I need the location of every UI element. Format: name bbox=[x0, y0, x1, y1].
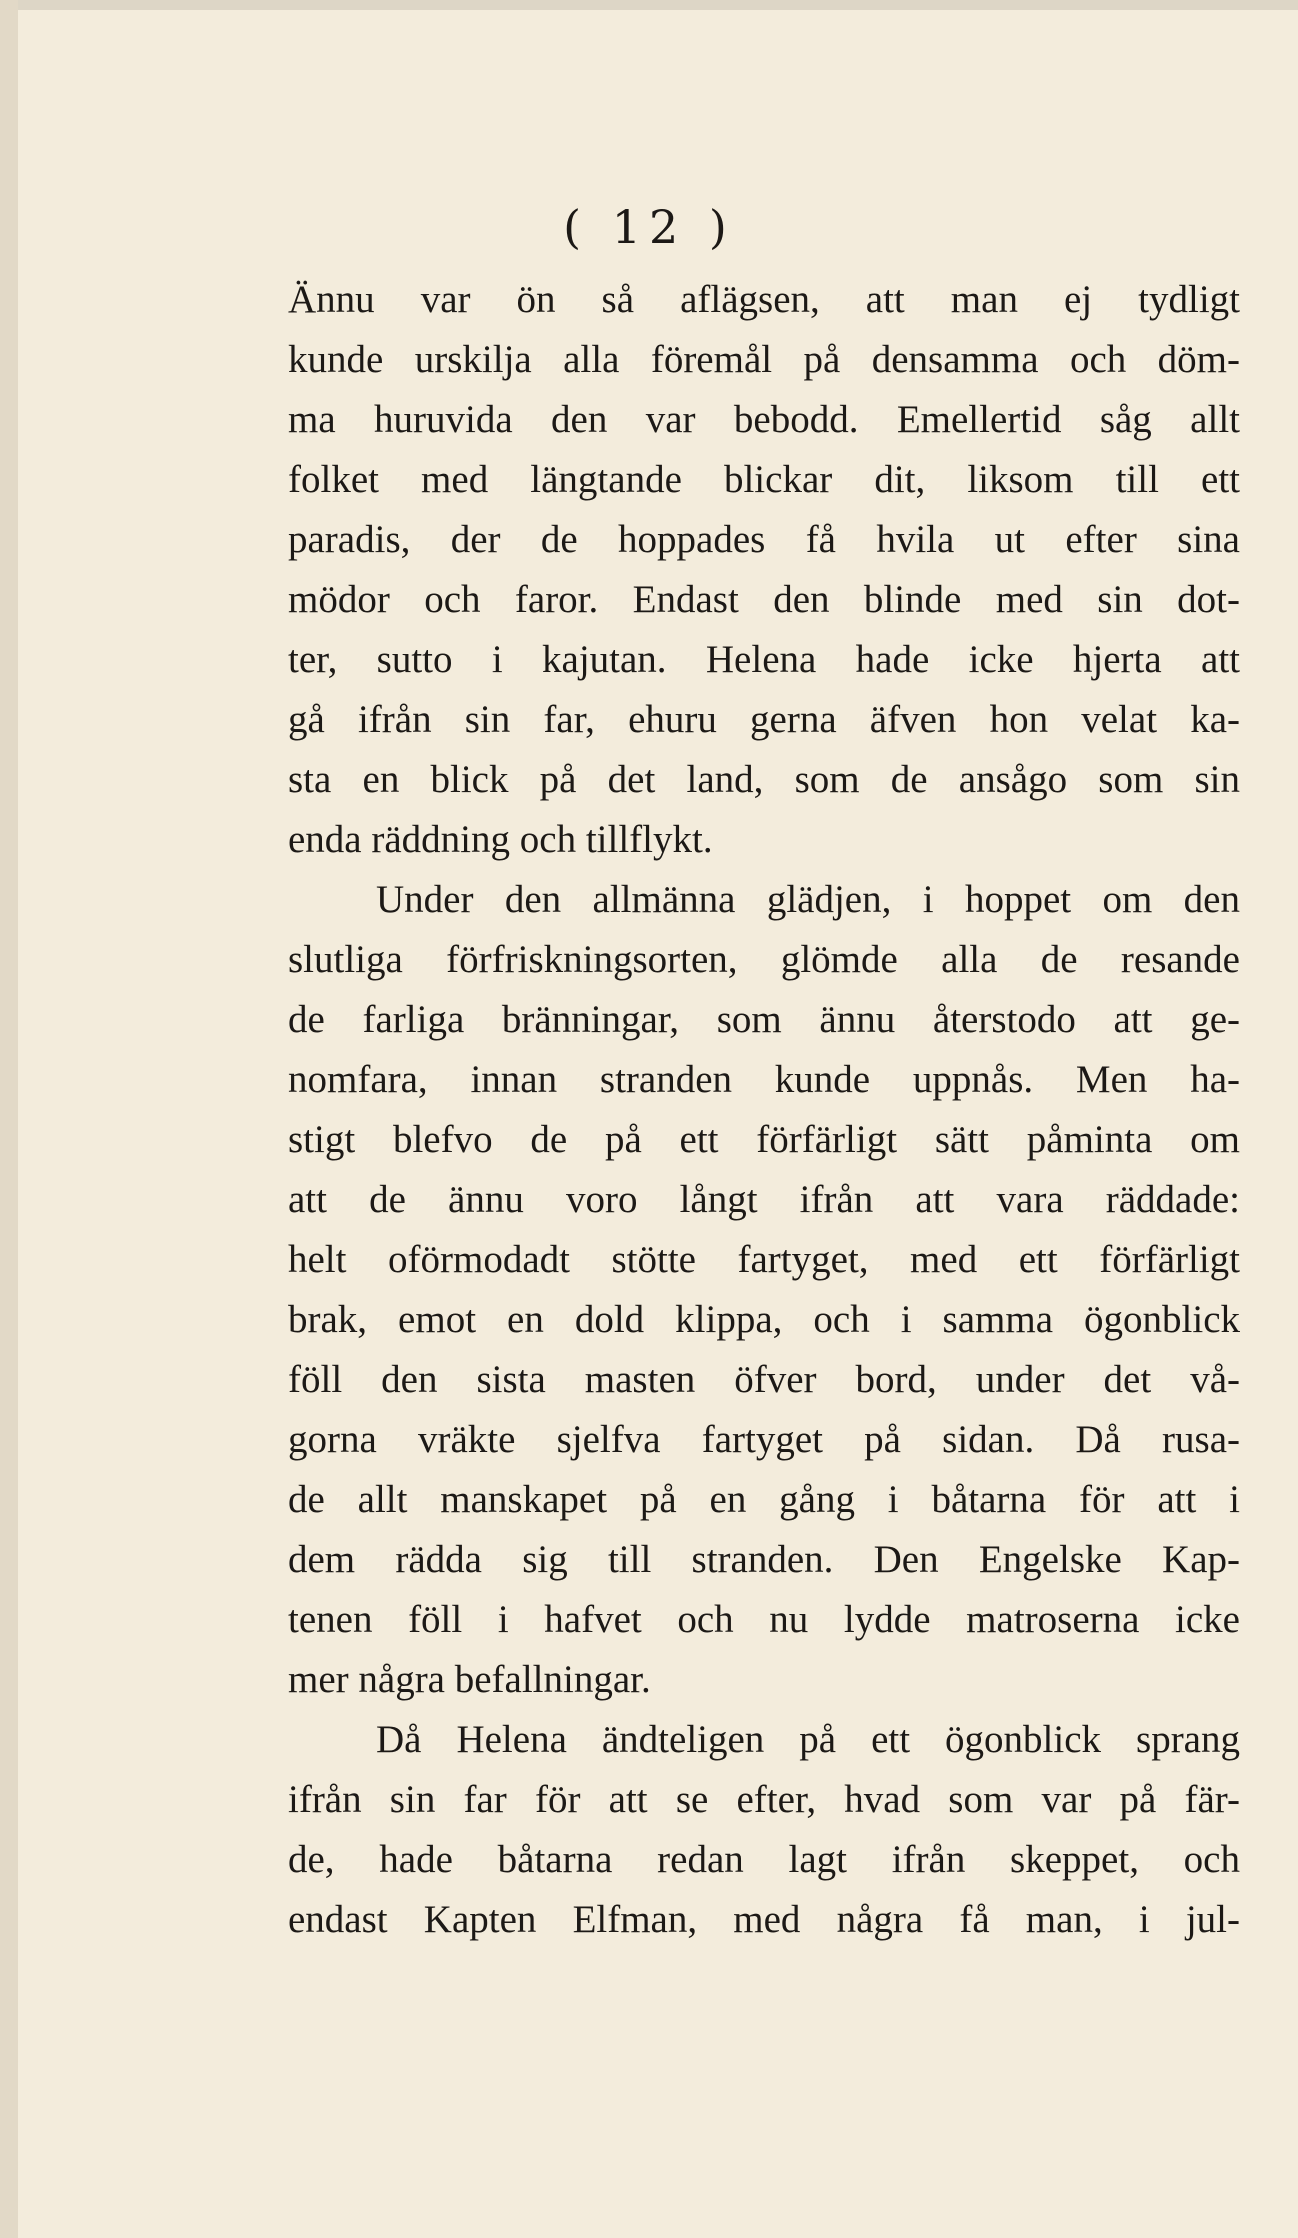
text-line: mer några befallningar. bbox=[288, 1658, 651, 1701]
text-line: kunde urskilja alla föremål på densamma och döm- bbox=[288, 338, 1240, 381]
text-line: ma huruvida den var bebodd. Emellertid såg allt bbox=[288, 398, 1240, 441]
page-header bbox=[0, 200, 1298, 254]
page-number: ( 12 ) bbox=[563, 200, 735, 254]
page-top-edge bbox=[0, 0, 1298, 10]
text-line: paradis, der de hoppades få hvila ut efter sina bbox=[288, 518, 1240, 561]
text-line: att de ännu voro långt ifrån att vara räddade: bbox=[288, 1178, 1240, 1221]
text-line: sta en blick på det land, som de ansågo som sin bbox=[288, 758, 1240, 801]
text-line: de, hade båtarna redan lagt ifrån skeppet, och bbox=[288, 1838, 1240, 1881]
text-line: gorna vräkte sjelfva fartyget på sidan. Då rusa- bbox=[288, 1418, 1240, 1461]
text-line: dem rädda sig till stranden. Den Engelske Kap- bbox=[288, 1538, 1240, 1581]
text-line: slutliga förfriskningsorten, glömde alla de resande bbox=[288, 938, 1240, 981]
text-line: de farliga bränningar, som ännu återstodo att ge- bbox=[288, 998, 1240, 1041]
text-line: nomfara, innan stranden kunde uppnås. Men ha- bbox=[288, 1058, 1240, 1101]
text-line: endast Kapten Elfman, med några få man, i jul- bbox=[288, 1898, 1240, 1941]
text-line: Ännu var ön så aflägsen, att man ej tydligt bbox=[288, 278, 1240, 321]
text-line: brak, emot en dold klippa, och i samma ögonblick bbox=[288, 1298, 1240, 1341]
binding-shadow bbox=[0, 0, 18, 2238]
text-line: tenen föll i hafvet och nu lydde matroserna icke bbox=[288, 1598, 1240, 1641]
body-text bbox=[288, 270, 1240, 1950]
text-line: mödor och faror. Endast den blinde med sin dot- bbox=[288, 578, 1240, 621]
text-line: föll den sista masten öfver bord, under det vå- bbox=[288, 1358, 1240, 1401]
text-line: Under den allmänna glädjen, i hoppet om den bbox=[376, 878, 1240, 921]
text-line: ifrån sin far för att se efter, hvad som var på fär- bbox=[288, 1778, 1240, 1821]
text-line: helt oförmodadt stötte fartyget, med ett förfärligt bbox=[288, 1238, 1240, 1281]
text-line: Då Helena ändteligen på ett ögonblick sprang bbox=[376, 1718, 1240, 1761]
text-line: enda räddning och tillflykt. bbox=[288, 818, 713, 861]
text-line: ter, sutto i kajutan. Helena hade icke hjerta att bbox=[288, 638, 1240, 681]
text-line: de allt manskapet på en gång i båtarna för att i bbox=[288, 1478, 1240, 1521]
text-line: gå ifrån sin far, ehuru gerna äfven hon velat ka- bbox=[288, 698, 1240, 741]
text-line: stigt blefvo de på ett förfärligt sätt påminta om bbox=[288, 1118, 1240, 1161]
text-line: folket med längtande blickar dit, liksom till ett bbox=[288, 458, 1240, 501]
